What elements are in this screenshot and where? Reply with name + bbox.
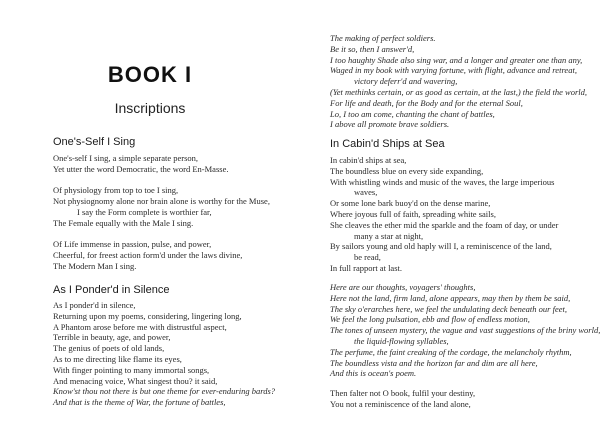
poem-line: Of Life immense in passion, pulse, and power, — [53, 239, 212, 250]
poem-line: I say the Form complete is worthier far, — [77, 206, 212, 217]
poem-body-in-cabind-ships — [330, 155, 558, 274]
poem-title-in-cabind-ships: In Cabin'd Ships at Sea — [330, 138, 445, 150]
poem-line: Lo, I too am come, chanting the chant of battles, — [330, 108, 495, 119]
section-title: Inscriptions — [114, 100, 186, 116]
poem-line: The boundless blue on every side expanding, — [330, 165, 484, 176]
poem-line: Then falter not O book, fulfil your destiny, — [330, 388, 476, 398]
poem-line: And this is ocean's poem. — [330, 368, 417, 379]
continuation-stanza — [330, 33, 587, 130]
poem-line: As I ponder'd in silence, — [53, 300, 136, 310]
poem-line: waves, — [354, 187, 378, 198]
poem-line: The sky o'erarches here, we feel the undulating deck beneath our feet, — [330, 303, 567, 314]
poem-line: She cleaves the ether mid the sparkle and the foam of day, or under — [330, 219, 559, 230]
poem-line: And menacing voice, What singest thou? it said, — [53, 375, 218, 386]
poem-line: the liquid-flowing syllables, — [354, 335, 449, 346]
poem-line: Returning upon my poems, considering, lingering long, — [53, 310, 242, 321]
poem-line — [53, 175, 270, 186]
poem-line: many a star at night, — [354, 230, 424, 241]
poem-line: You not a reminiscence of the land alone, — [330, 398, 471, 409]
poem-line: Know'st thou not there is but one theme for ever-enduring bards? — [53, 386, 275, 397]
poem-line: One's-self I sing, a simple separate person, — [53, 153, 199, 163]
poem-line: Yet utter the word Democratic, the word En-Masse. — [53, 163, 229, 174]
poem-line: The Modern Man I sing. — [53, 260, 137, 271]
poem-line: For life and death, for the Body and for the eternal Soul, — [330, 97, 523, 108]
poem-line: The Female equally with the Male I sing. — [53, 217, 194, 228]
poem-line: The tones of unseen mystery, the vague and vast suggestions of the briny world, — [330, 325, 600, 336]
poem-line: As to me directing like flame its eyes, — [53, 353, 182, 364]
poem-body-as-i-ponderd — [53, 300, 275, 408]
poem-line: Where joyous full of faith, spreading white sails, — [330, 208, 496, 219]
poem-line: (Yet methinks certain, or as good as certain, at the last,) the field the world, — [330, 86, 588, 97]
poem-line: victory deferr'd and wavering, — [354, 76, 458, 87]
poem-line: The making of perfect soldiers. — [330, 33, 436, 43]
book-title: BOOK I — [107, 62, 193, 87]
poem-stanza-falter-not — [330, 388, 475, 410]
poem-line: Here are our thoughts, voyagers' thoughts, — [330, 282, 476, 292]
poem-line: In cabin'd ships at sea, — [330, 155, 407, 165]
poem-title-ones-self: One's-Self I Sing — [53, 136, 136, 148]
poem-line — [53, 229, 270, 240]
poem-line: Be it so, then I answer'd, — [330, 43, 415, 54]
poem-title-as-i-ponderd: As I Ponder'd in Silence — [53, 284, 170, 296]
poem-line: In full rapport at last. — [330, 262, 402, 273]
poem-line: Or some lone bark buoy'd on the dense marine, — [330, 198, 491, 209]
poem-line: be read, — [354, 252, 381, 263]
poem-stanza-voyagers-thoughts — [330, 282, 600, 379]
poem-line: Of physiology from top to toe I sing, — [53, 185, 179, 196]
poem-line: The perfume, the faint creaking of the cordage, the melancholy rhythm, — [330, 346, 572, 357]
poem-line: By sailors young and old haply will I, a reminiscence of the land, — [330, 241, 552, 252]
poem-line: Here not the land, firm land, alone appears, may then by them be said, — [330, 292, 571, 303]
poem-body-ones-self — [53, 153, 270, 272]
right-page — [300, 0, 600, 432]
poem-line: Not physiognomy alone nor brain alone is worthy for the Muse, — [53, 196, 270, 207]
poem-line: The genius of poets of old lands, — [53, 343, 165, 354]
poem-line: And that is the theme of War, the fortune of battles, — [53, 397, 226, 408]
poem-line: With finger pointing to many immortal songs, — [53, 364, 210, 375]
poem-line: We feel the long pulsation, ebb and flow of endless motion, — [330, 314, 530, 325]
poem-line: With whistling winds and music of the waves, the large imperious — [330, 176, 555, 187]
poem-line: Waged in my book with varying fortune, with flight, advance and retreat, — [330, 65, 577, 76]
poem-line: Terrible in beauty, age, and power, — [53, 332, 171, 343]
poem-line: I too haughty Shade also sing war, and a longer and greater one than any, — [330, 54, 583, 65]
poem-line: A Phantom arose before me with distrustful aspect, — [53, 321, 227, 332]
poem-line: Cheerful, for freest action form'd under the laws divine, — [53, 250, 243, 261]
poem-line: The boundless vista and the horizon far and dim are all here, — [330, 357, 538, 368]
poem-line: I above all promote brave soldiers. — [330, 119, 450, 130]
